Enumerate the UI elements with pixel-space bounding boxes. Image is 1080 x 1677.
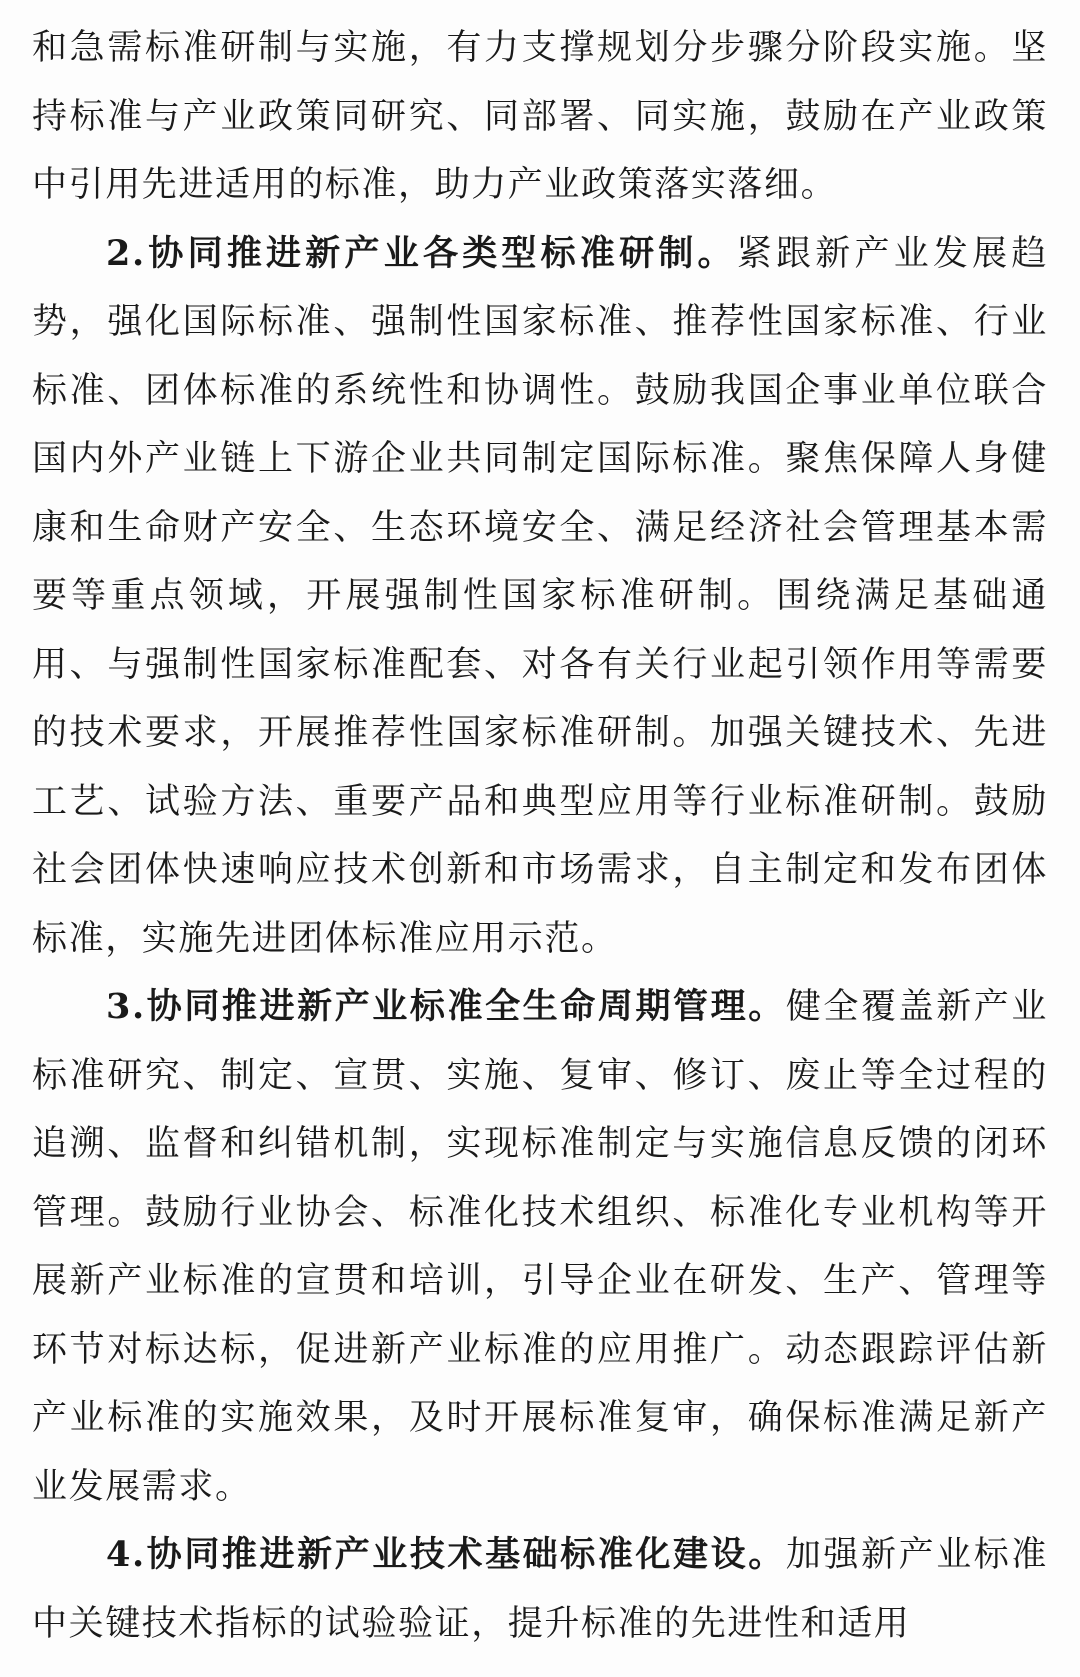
- paragraph-2-text: 紧跟新产业发展趋势，强化国际标准、强制性国家标准、推荐性国家标准、行业标准、团体标准的系统性和协调性。鼓励我国企事业单位联合国内外产业链上下游企业共同制定国际标准。聚焦保障人身健康和生命财产安全、生态环境安全、满足经济社会管理基本需要等重点领域，开展强制性国家标准研制。围绕满足基础通用、与强制性国家标准配套、对各有关行业起引领作用等需要的技术要求，开展推荐性国家标准研制。加强关键技术、先进工艺、试验方法、重要产品和典型应用等行业标准研制。鼓励社会团体快速响应技术创新和市场需求，自主制定和发布团体标准，实施先进团体标准应用示范。: [32, 233, 1048, 959]
- paragraph-1-text: 和急需标准研制与实施，有力支撑规划分步骤分阶段实施。坚持标准与产业政策同研究、同部署、同实施，鼓励在产业政策中引用先进适用的标准，助力产业政策落实落细。: [32, 28, 1048, 205]
- paragraph-1: [32, 14, 1048, 220]
- document-body: [32, 14, 1048, 1658]
- paragraph-2: [32, 220, 1048, 974]
- paragraph-4-heading: 4.协同推进新产业技术基础标准化建设。: [106, 1534, 786, 1575]
- paragraph-3: [32, 973, 1048, 1521]
- paragraph-2-heading: 2.协同推进新产业各类型标准研制。: [106, 232, 737, 274]
- paragraph-4-text: 加强新产业标准中关键技术指标的试验验证，提升标准的先进性和适用: [32, 1535, 1048, 1644]
- paragraph-3-text: 健全覆盖新产业标准研究、制定、宣贯、实施、复审、修订、废止等全过程的追溯、监督和纠错机制，实现标准制定与实施信息反馈的闭环管理。鼓励行业协会、标准化技术组织、标准化专业机构等开展新产业标准的宣贯和培训，引导企业在研发、生产、管理等环节对标达标，促进新产业标准的应用推广。动态跟踪评估新产业标准的实施效果，及时开展标准复审，确保标准满足新产业发展需求。: [32, 987, 1048, 1507]
- paragraph-4: [32, 1521, 1048, 1658]
- paragraph-3-heading: 3.协同推进新产业标准全生命周期管理。: [106, 986, 786, 1027]
